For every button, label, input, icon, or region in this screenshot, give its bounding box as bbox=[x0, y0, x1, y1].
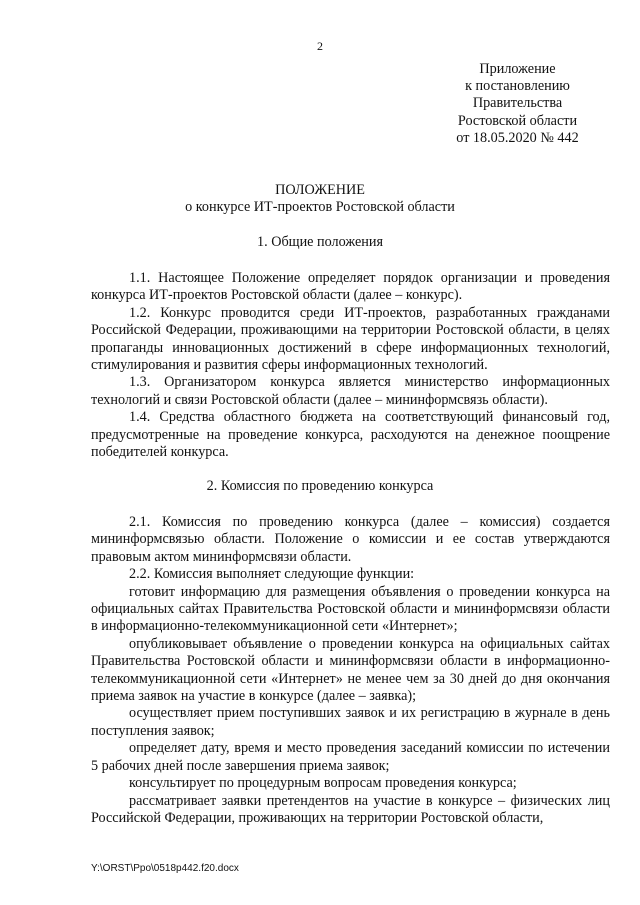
paragraph: 1.2. Конкурс проводится среди ИТ-проектов, разработанных гражданами Российской Федерации, проживающими на территории Ростовской области, в целях пропаганды инновационных достижений в сфере информационных технологий, стимулирования и развития сферы информационных технологий. bbox=[91, 304, 610, 374]
section-2-heading: 2. Комиссия по проведению конкурса bbox=[206, 478, 434, 494]
list-item: опубликовывает объявление о проведении конкурса на официальных сайтах Правительства Ростовской области и мининформсвязи области в информационно-телекоммуникационной сети «Интернет» не менее чем за 30 дней до дня окончания приема заявок на участие в конкурсе (далее – заявка); bbox=[91, 635, 610, 705]
paragraph: 2.2. Комиссия выполняет следующие функции: bbox=[129, 566, 415, 583]
document-subtitle: о конкурсе ИТ-проектов Ростовской области bbox=[185, 199, 455, 215]
page-number: 2 bbox=[317, 39, 323, 53]
appendix-line: к постановлению bbox=[465, 78, 570, 95]
list-item: рассматривает заявки претендентов на участие в конкурсе – физических лиц Российской Федерации, проживающих на территории Ростовской области, bbox=[91, 792, 610, 826]
section-2-body bbox=[91, 514, 610, 827]
appendix-line: Приложение bbox=[479, 61, 556, 77]
paragraph: 1.4. Средства областного бюджета на соответствующий финансовый год, предусмотренные на проведение конкурса, расходуются на денежное поощрение победителей конкурса. bbox=[91, 409, 610, 461]
paragraph: 1.1. Настоящее Положение определяет порядок организации и проведения конкурса ИТ-проектов Ростовской области (далее – конкурс). bbox=[91, 270, 610, 304]
file-path-footer: Y:\ORST\Ppo\0518p442.f20.docx bbox=[91, 863, 239, 874]
appendix-line: Ростовской области bbox=[457, 112, 578, 129]
list-item: определяет дату, время и место проведения заседаний комиссии по истечении 5 рабочих дней после завершения приема заявок; bbox=[91, 740, 610, 774]
list-item: консультирует по процедурным вопросам проведения конкурса; bbox=[129, 775, 517, 792]
list-item: готовит информацию для размещения объявления о проведении конкурса на официальных сайтах Правительства Ростовской области и мининформсвязи области в информационно-телекоммуникационной сети «Интернет»; bbox=[91, 583, 610, 635]
section-1-heading: 1. Общие положения bbox=[257, 234, 383, 250]
paragraph: 2.1. Комиссия по проведению конкурса (далее – комиссия) создается мининформсвязью области. Положение о комиссии и ее состав утверждаются правовым актом мининформсвязи области. bbox=[91, 514, 610, 565]
document-title: ПОЛОЖЕНИЕ bbox=[275, 182, 365, 198]
list-item: осуществляет прием поступивших заявок и их регистрацию в журнале в день поступления заявок; bbox=[91, 705, 610, 739]
section-1-body bbox=[91, 270, 610, 461]
appendix-line: Правительства bbox=[472, 95, 563, 112]
paragraph: 1.3. Организатором конкурса является министерство информационных технологий и связи Ростовской области (далее – мининформсвязь области). bbox=[91, 374, 610, 408]
appendix-block bbox=[430, 61, 605, 147]
appendix-line: от 18.05.2020 № 442 bbox=[456, 129, 579, 146]
